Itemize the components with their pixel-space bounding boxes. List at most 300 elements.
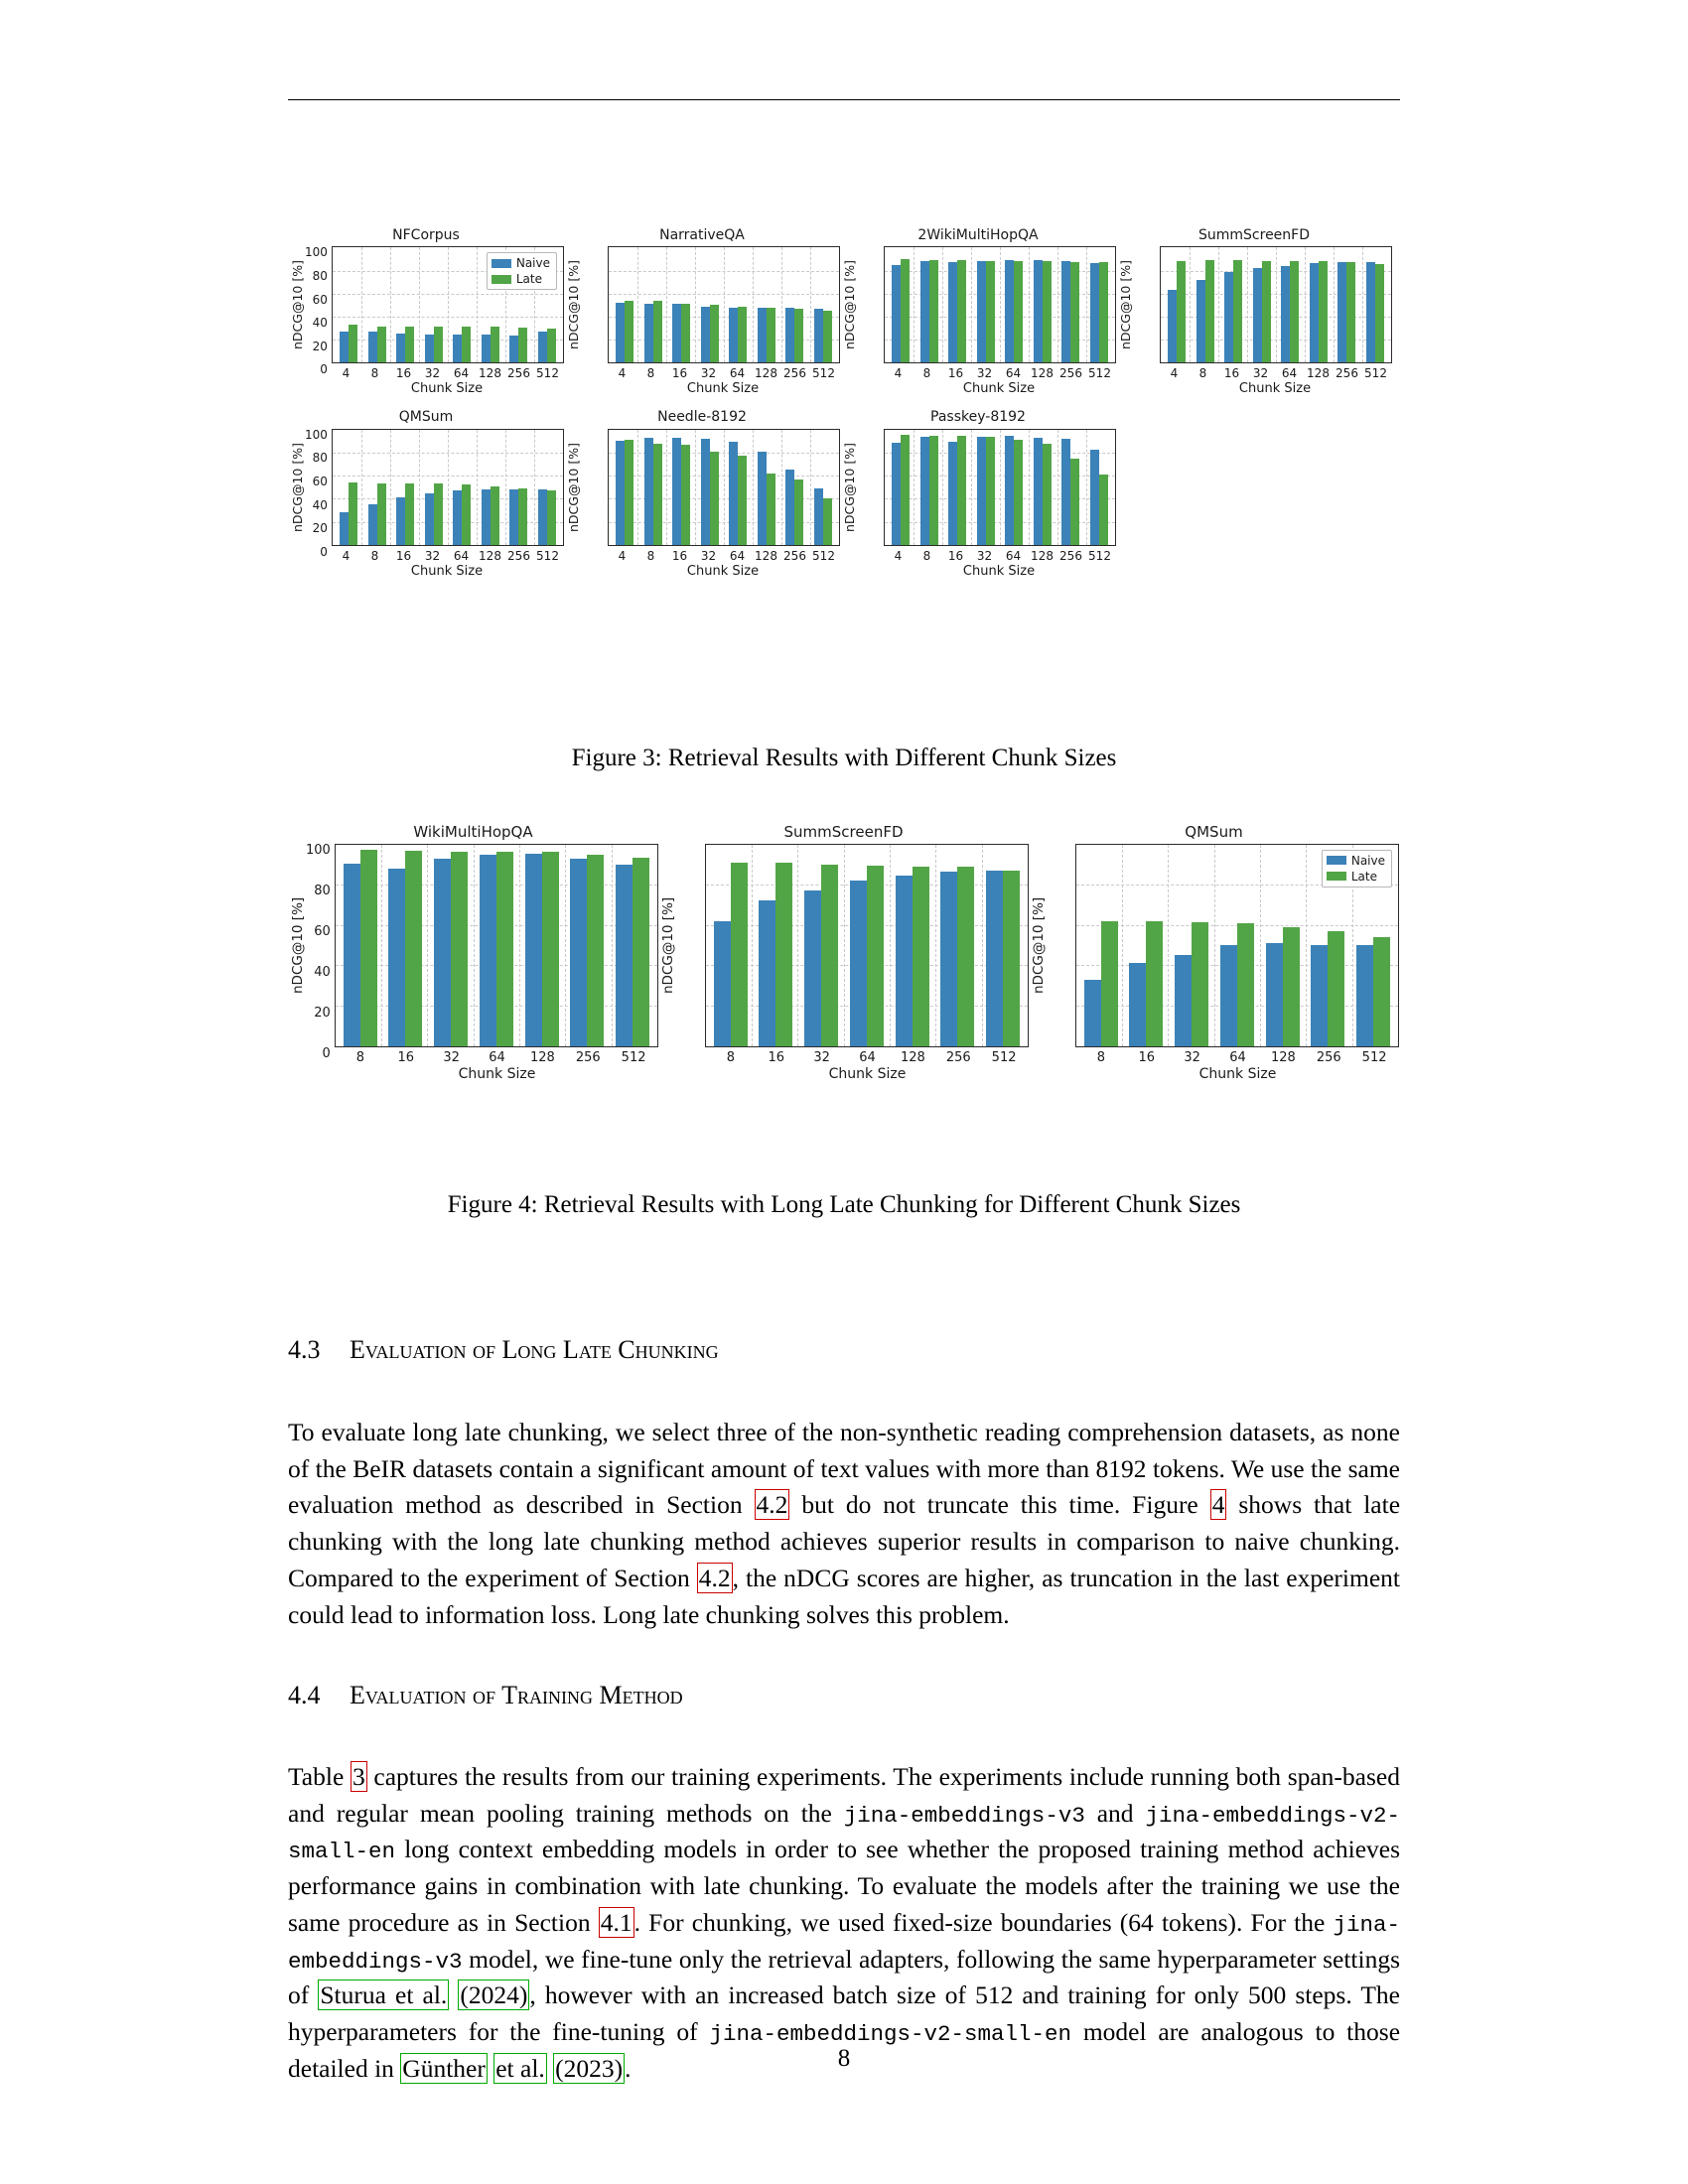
- x-tick-label: 4: [342, 366, 351, 381]
- x-tick-label: 16: [671, 548, 688, 563]
- x-tick-label: 4: [342, 548, 351, 563]
- bar-late: [1192, 922, 1208, 1046]
- x-axis-ticks: [882, 546, 1116, 563]
- plot-frame: [608, 246, 840, 363]
- bar-group: [1196, 247, 1214, 362]
- bar-late: [491, 327, 499, 362]
- bar-naive: [1090, 263, 1099, 362]
- x-tick-label: 8: [1096, 1049, 1106, 1065]
- bar-group: [480, 845, 513, 1046]
- bar-group: [396, 247, 414, 362]
- bar-naive: [701, 307, 710, 363]
- bar-late: [1070, 459, 1079, 544]
- x-tick-label: 8: [922, 548, 931, 563]
- section-number: 4.3: [288, 1335, 321, 1364]
- bar-late: [360, 850, 377, 1046]
- x-tick-label: 64: [1005, 366, 1022, 381]
- chart-panel-fig3-needle-8192: [564, 410, 840, 578]
- bar-naive: [729, 442, 738, 545]
- x-tick-label: 32: [813, 1049, 830, 1065]
- bar-naive: [1090, 450, 1099, 545]
- x-tick-label: 128: [1031, 548, 1054, 563]
- section-heading-4-3: [288, 1335, 719, 1365]
- y-axis-label: nDCG@10 [%]: [660, 896, 676, 994]
- bar-group: [672, 430, 690, 545]
- bar-late: [957, 260, 966, 362]
- bar-late: [731, 863, 748, 1046]
- x-tick-label: 64: [1005, 548, 1022, 563]
- chart-legend: [1322, 850, 1392, 887]
- y-axis-label: nDCG@10 [%]: [566, 260, 581, 350]
- table-reference-3[interactable]: 3: [352, 1762, 365, 1791]
- bar-group: [340, 430, 357, 545]
- bar-naive: [1224, 272, 1233, 363]
- bar-naive: [538, 489, 547, 545]
- plot-area: [840, 246, 1116, 363]
- y-axis-ticks: [1047, 844, 1075, 1047]
- bar-late: [1070, 262, 1079, 362]
- bar-group: [453, 430, 471, 545]
- chart-panel-fig4-summscreenfd: [658, 824, 1029, 1082]
- citation-gunther[interactable]: Günther: [402, 2053, 486, 2083]
- figure-3-row-2: [288, 410, 1400, 578]
- legend-swatch-naive: [492, 259, 511, 268]
- bar-group: [1034, 430, 1052, 545]
- plot-frame: [1160, 246, 1392, 363]
- x-axis-label: Chunk Size: [962, 381, 1036, 397]
- bar-group: [340, 247, 357, 362]
- bar-group: [1310, 247, 1328, 362]
- x-tick-label: 128: [479, 366, 501, 381]
- y-axis-ticks: [581, 429, 608, 546]
- x-axis-ticks: [882, 363, 1116, 380]
- chart-panel-fig3-qmsum: [288, 410, 564, 578]
- bar-naive: [814, 309, 823, 362]
- bar-late: [681, 304, 690, 362]
- bar-late: [823, 311, 832, 362]
- bar-late: [405, 327, 414, 363]
- bar-series-container: [885, 247, 1115, 362]
- bar-late: [518, 488, 527, 544]
- x-tick-label: 512: [1364, 366, 1387, 381]
- bar-group: [396, 430, 414, 545]
- plot-frame: [884, 429, 1116, 546]
- bar-group: [368, 430, 386, 545]
- x-tick-label: 64: [453, 548, 470, 563]
- bar-late: [710, 452, 719, 545]
- legend-label-naive: Naive: [515, 256, 550, 271]
- x-axis-area: [658, 1047, 1029, 1082]
- bar-naive: [1129, 963, 1146, 1045]
- bar-naive: [453, 490, 462, 545]
- bar-series-container: [333, 430, 563, 545]
- x-axis-ticks: [330, 363, 564, 380]
- bar-group: [1337, 247, 1355, 362]
- bar-late: [1233, 260, 1242, 363]
- bar-late: [1262, 261, 1271, 363]
- y-axis-label: nDCG@10 [%]: [842, 442, 857, 532]
- bar-late: [767, 474, 775, 545]
- bar-late: [405, 483, 414, 545]
- bar-group: [672, 247, 690, 362]
- y-axis-ticks: [857, 429, 884, 546]
- x-tick-label: 16: [395, 548, 412, 563]
- x-tick-label: 512: [991, 1049, 1017, 1065]
- bar-naive: [509, 489, 518, 545]
- bar-naive: [538, 332, 547, 362]
- bar-group: [1129, 845, 1163, 1046]
- x-tick-label: 4: [1170, 366, 1179, 381]
- bar-late: [767, 308, 775, 362]
- x-axis-gutter: [840, 363, 882, 396]
- bar-group: [758, 430, 775, 545]
- bar-naive: [896, 876, 913, 1046]
- bar-group: [538, 430, 556, 545]
- bar-naive: [1061, 261, 1070, 362]
- bar-late: [1319, 261, 1328, 362]
- bar-group: [920, 247, 938, 362]
- citation-sturua-year[interactable]: (2024): [460, 1980, 528, 2010]
- x-tick-label: 16: [395, 366, 412, 381]
- x-axis-area: [288, 1047, 658, 1082]
- chart-panel-fig4-qmsum: [1029, 824, 1399, 1082]
- bar-group: [920, 430, 938, 545]
- bar-naive: [1337, 262, 1346, 362]
- x-axis-label: Chunk Size: [458, 1065, 536, 1082]
- bar-late: [1283, 927, 1300, 1046]
- bar-naive: [948, 442, 957, 545]
- x-tick-label: 8: [370, 548, 379, 563]
- bar-late: [1290, 261, 1299, 363]
- x-tick-label: 4: [618, 548, 627, 563]
- chart-title: SummScreenFD: [783, 823, 904, 841]
- bar-group: [1224, 247, 1242, 362]
- x-tick-label: 16: [947, 366, 964, 381]
- x-tick-label: 16: [671, 366, 688, 381]
- x-axis-label: Chunk Size: [410, 563, 484, 579]
- bar-naive: [785, 308, 794, 362]
- x-axis-gutter: [658, 1047, 706, 1082]
- x-axis-label: Chunk Size: [1238, 381, 1312, 397]
- bar-naive: [940, 872, 957, 1046]
- legend-entry-late: [1327, 870, 1385, 884]
- figure-4-row-1: [288, 824, 1400, 1082]
- bar-naive: [758, 452, 767, 545]
- bar-naive: [1311, 945, 1328, 1046]
- x-axis-area: [840, 363, 1116, 396]
- plot-frame: [1075, 844, 1399, 1047]
- y-axis-label: nDCG@10 [%]: [566, 442, 581, 532]
- x-tick-label: 4: [894, 366, 903, 381]
- bar-late: [986, 261, 995, 363]
- x-tick-label: 16: [397, 1049, 415, 1065]
- bar-late: [1043, 261, 1052, 362]
- bar-naive: [672, 304, 681, 362]
- bar-naive: [759, 900, 775, 1045]
- chart-title: Needle-8192: [657, 409, 747, 426]
- bar-naive: [344, 864, 360, 1045]
- x-tick-label: 16: [947, 548, 964, 563]
- bar-naive: [1366, 262, 1375, 363]
- x-tick-label: 64: [729, 548, 746, 563]
- x-tick-label: 8: [370, 366, 379, 381]
- bar-group: [1168, 247, 1186, 362]
- bar-group: [434, 845, 468, 1046]
- x-tick-label: 256: [945, 1049, 971, 1065]
- x-tick-label: 64: [1281, 366, 1298, 381]
- legend-label-late: Late: [1350, 869, 1377, 884]
- bar-group: [453, 247, 471, 362]
- bar-naive: [1356, 945, 1373, 1046]
- x-tick-label: 8: [726, 1049, 736, 1065]
- bar-late: [518, 328, 527, 362]
- bar-naive: [616, 441, 625, 544]
- bar-naive: [850, 881, 867, 1045]
- figure-3-row-1: [288, 228, 1400, 396]
- bar-late: [1043, 444, 1052, 545]
- y-axis-ticks: [857, 246, 884, 363]
- text-run: . For chunking, we used fixed-size boundaries (64 tokens). For the: [633, 1907, 1334, 1937]
- bar-naive: [434, 859, 451, 1045]
- x-axis-area: [564, 363, 840, 396]
- bar-group: [814, 430, 832, 545]
- bar-naive: [425, 335, 434, 362]
- x-tick-label: 32: [1184, 1049, 1200, 1065]
- text-run: but do not truncate this time. Figure: [789, 1490, 1210, 1520]
- x-axis-gutter: [564, 363, 606, 396]
- citation-gunther-year[interactable]: (2023): [555, 2053, 624, 2083]
- bar-late: [1237, 923, 1254, 1046]
- y-axis-label: nDCG@10 [%]: [1118, 260, 1133, 350]
- figure-reference-4[interactable]: 4: [1211, 1490, 1225, 1520]
- bar-late: [929, 436, 938, 545]
- x-tick-label: 512: [536, 548, 559, 563]
- bar-late: [547, 490, 556, 545]
- section-reference-4-1[interactable]: 4.1: [600, 1907, 633, 1937]
- bar-late: [587, 855, 604, 1045]
- x-axis-ticks: [606, 363, 840, 380]
- chart-title: NarrativeQA: [659, 227, 745, 243]
- y-axis-label: nDCG@10 [%]: [1031, 896, 1047, 994]
- bar-naive: [396, 334, 405, 363]
- text-run: long context embedding models in order to see whether the proposed training method achieves performance gains in combination with late chunking. To evaluate the models after the training we use the same procedure as in Section: [288, 1835, 1400, 1937]
- citation-sturua[interactable]: Sturua et al.: [320, 1980, 448, 2010]
- x-tick-label: 8: [646, 366, 655, 381]
- bar-late: [1146, 921, 1163, 1045]
- bar-naive: [986, 871, 1003, 1046]
- plot-frame: [884, 246, 1116, 363]
- plot-frame: [335, 844, 658, 1047]
- x-axis-area: [840, 546, 1116, 579]
- text-run: model are analogous to those detailed in: [288, 2017, 1401, 2083]
- legend-label-late: Late: [515, 272, 542, 287]
- header-rule: [288, 99, 1400, 100]
- bar-group: [892, 430, 910, 545]
- y-axis-ticks: 100 80 60 40 20 0: [306, 842, 331, 1061]
- section-title: Evaluation of Long Late Chunking: [350, 1335, 719, 1364]
- x-tick-label: 64: [489, 1049, 505, 1065]
- x-axis-ticks: [706, 1047, 1029, 1065]
- text-run: and: [1084, 1798, 1146, 1828]
- section-reference-4-2b[interactable]: 4.2: [698, 1563, 731, 1592]
- plot-frame: [332, 429, 564, 546]
- bar-late: [738, 307, 747, 362]
- bar-naive: [570, 859, 587, 1046]
- bar-naive: [977, 437, 986, 545]
- section-4-3-paragraph: [288, 1415, 1400, 1633]
- text-run: shows that late chunking with the long late chunking method achieves superior results in comparison to naive chunking. Compared to the experiment of Section: [288, 1490, 1401, 1592]
- section-title: Evaluation of Training Method: [350, 1681, 683, 1709]
- bar-late: [451, 852, 468, 1046]
- x-tick-label: 512: [1361, 1049, 1387, 1065]
- bar-late: [1346, 262, 1355, 362]
- figure-4: [288, 824, 1400, 1082]
- x-tick-label: 64: [1229, 1049, 1246, 1065]
- x-axis-gutter: [840, 546, 882, 579]
- bar-series-container: [885, 430, 1115, 545]
- bar-group: [616, 247, 633, 362]
- bar-late: [738, 456, 747, 544]
- x-tick-label: 256: [1059, 366, 1082, 381]
- bar-late: [1099, 262, 1108, 362]
- bar-late: [681, 445, 690, 545]
- plot-area: [658, 844, 1029, 1047]
- bar-naive: [729, 308, 738, 362]
- bar-group: [804, 845, 838, 1046]
- plot-frame: [705, 844, 1029, 1047]
- text-run: .: [625, 2053, 632, 2083]
- chart-title: Passkey-8192: [930, 409, 1026, 426]
- bar-group: [759, 845, 792, 1046]
- x-tick-label: 4: [618, 366, 627, 381]
- bar-late: [542, 852, 559, 1046]
- section-heading-4-4: [288, 1681, 683, 1710]
- bar-late: [349, 325, 357, 362]
- bar-group: [896, 845, 929, 1046]
- bar-late: [377, 483, 386, 545]
- bar-naive: [1084, 980, 1101, 1046]
- bar-series-container: [609, 430, 839, 545]
- bar-group: [758, 247, 775, 362]
- chart-legend: [487, 252, 557, 290]
- x-tick-label: 32: [976, 548, 993, 563]
- legend-entry-naive: [1327, 854, 1385, 868]
- y-axis-label: nDCG@10 [%]: [842, 260, 857, 350]
- citation-gunther-etal[interactable]: et al.: [495, 2053, 545, 2083]
- bar-group: [644, 430, 662, 545]
- bar-naive: [644, 304, 653, 363]
- text-run: , however with an increased batch size of 512 and training for only 500 steps. The hyperparameters for the fine-tuning of: [288, 1980, 1400, 2047]
- x-tick-label: 32: [976, 366, 993, 381]
- x-tick-label: 256: [783, 548, 806, 563]
- bar-late: [867, 866, 884, 1046]
- x-axis-ticks: [330, 546, 564, 563]
- bar-naive: [977, 261, 986, 363]
- bar-group: [344, 845, 377, 1046]
- bar-late: [547, 329, 556, 362]
- bar-group: [525, 845, 559, 1046]
- x-axis-area: [1116, 363, 1392, 396]
- x-tick-label: 256: [575, 1049, 601, 1065]
- x-axis-area: [1029, 1047, 1399, 1082]
- chart-panel-fig3-passkey-8192: [840, 410, 1116, 578]
- bar-naive: [1034, 260, 1043, 362]
- chart-panel-fig3-narrativeqa: [564, 228, 840, 396]
- x-axis-label: Chunk Size: [962, 563, 1036, 579]
- bar-group: [1084, 845, 1118, 1046]
- bar-late: [625, 440, 633, 545]
- x-tick-label: 16: [768, 1049, 785, 1065]
- x-tick-label: 64: [453, 366, 470, 381]
- bar-group: [616, 845, 649, 1046]
- bar-naive: [482, 335, 491, 362]
- bar-naive: [368, 504, 377, 545]
- x-tick-label: 256: [507, 548, 530, 563]
- bar-late: [1205, 260, 1214, 362]
- bar-group: [1005, 430, 1023, 545]
- bar-group: [940, 845, 974, 1046]
- bar-late: [710, 305, 719, 362]
- chart-panel-fig3-2wikimultihopqa: [840, 228, 1116, 396]
- x-tick-label: 8: [355, 1049, 365, 1065]
- bar-naive: [920, 261, 929, 363]
- x-tick-label: 64: [859, 1049, 876, 1065]
- bar-group: [616, 430, 633, 545]
- figure-4-caption: Figure 4: Retrieval Results with Long Late Chunking for Different Chunk Sizes: [447, 1191, 1241, 1218]
- x-tick-label: 512: [536, 366, 559, 381]
- x-tick-label: 512: [1088, 366, 1111, 381]
- bar-late: [775, 863, 792, 1045]
- text-run: model, we fine-tune only the retrieval adapters, following the same hyperparameter settings of: [288, 1944, 1400, 2010]
- bar-naive: [714, 921, 731, 1046]
- bar-group: [1175, 845, 1208, 1046]
- bar-late: [1177, 261, 1186, 363]
- bar-late: [633, 858, 649, 1046]
- y-axis-label: nDCG@10 [%]: [290, 442, 305, 532]
- bar-group: [1266, 845, 1300, 1046]
- bar-naive: [453, 335, 462, 363]
- bar-naive: [804, 890, 821, 1045]
- bar-group: [701, 430, 719, 545]
- bar-naive: [920, 437, 929, 545]
- bar-late: [794, 479, 803, 545]
- chart-panel-fig3-summscreenfd: [1116, 228, 1392, 396]
- x-tick-label: 128: [755, 548, 777, 563]
- bar-late: [901, 435, 910, 545]
- chart-title: NFCorpus: [392, 227, 460, 243]
- bar-naive: [388, 869, 405, 1045]
- x-tick-label: 32: [1252, 366, 1269, 381]
- bar-late: [496, 852, 513, 1046]
- bar-late: [491, 486, 499, 545]
- bar-group: [509, 430, 527, 545]
- y-axis-label: nDCG@10 [%]: [290, 896, 306, 994]
- bar-group: [1005, 247, 1023, 362]
- x-tick-label: 128: [1307, 366, 1330, 381]
- x-tick-label: 32: [443, 1049, 460, 1065]
- bar-late: [986, 437, 995, 545]
- bar-group: [1366, 247, 1384, 362]
- section-reference-4-2[interactable]: 4.2: [756, 1490, 788, 1520]
- bar-naive: [672, 438, 681, 544]
- bar-group: [714, 845, 748, 1046]
- x-tick-label: 256: [783, 366, 806, 381]
- bar-group: [892, 247, 910, 362]
- x-axis-label: Chunk Size: [828, 1065, 907, 1082]
- x-tick-label: 8: [1198, 366, 1207, 381]
- bar-late: [434, 483, 443, 545]
- bar-late: [1099, 475, 1108, 545]
